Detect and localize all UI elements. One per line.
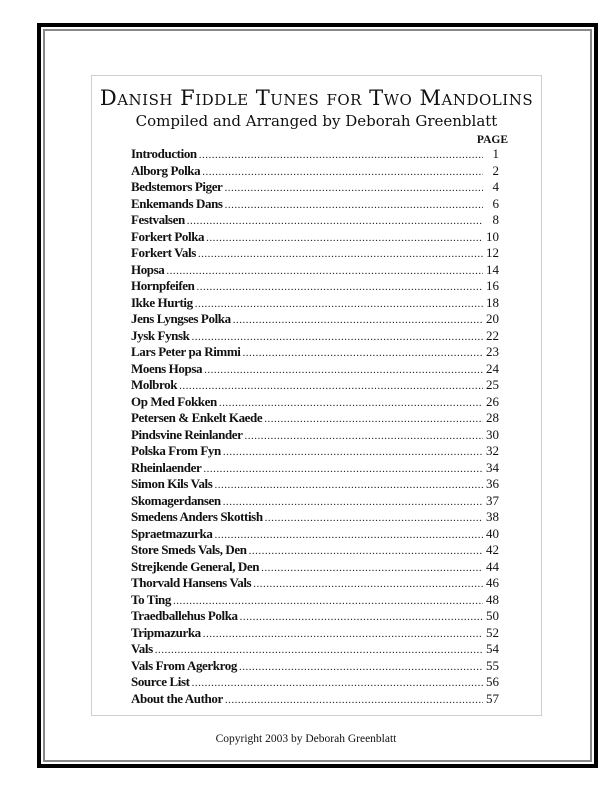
toc-entry-title: To Ting [131, 591, 171, 607]
toc-entry [131, 311, 499, 328]
toc-entry-title: Source List [131, 674, 190, 689]
dot-leader [192, 675, 483, 692]
page-column-header: PAGE [476, 134, 508, 146]
toc-entry [131, 509, 499, 526]
toc-entry-title: Moens Hopsa [131, 360, 203, 376]
toc-entry [131, 163, 499, 180]
dot-leader [233, 312, 483, 329]
toc-entry [131, 493, 499, 510]
toc-entry-page: 24 [486, 360, 499, 376]
toc-entry-title: Forkert Polka [131, 228, 205, 244]
dot-leader [264, 411, 483, 428]
toc-entry [131, 575, 499, 592]
dot-leader [202, 164, 483, 181]
dot-leader [219, 395, 483, 412]
toc-entry-page: 57 [486, 690, 499, 706]
dot-leader [223, 494, 483, 511]
toc-entry-title: Tripmazurka [131, 624, 201, 640]
toc-entry-title: Simon Kils Vals [131, 476, 213, 491]
dot-leader [261, 560, 483, 577]
toc-entry [131, 674, 499, 691]
dot-leader [166, 263, 483, 280]
toc-entry-page: 48 [486, 591, 499, 607]
toc-entry [131, 245, 499, 262]
toc-entry-page: 1 [492, 146, 499, 161]
toc-entry-title: Op Med Fokken [131, 393, 217, 409]
toc-entry-title: Alborg Polka [131, 162, 201, 178]
toc-entry-page: 25 [486, 377, 499, 392]
toc-entry-title: Jysk Fynsk [131, 327, 190, 343]
toc-entry-page: 56 [486, 674, 499, 689]
toc-entry-title: Lars Peter pa Rimmi [131, 344, 241, 359]
toc-entry-page: 28 [486, 410, 499, 425]
toc-entry-page: 8 [492, 212, 499, 227]
toc-entry [131, 146, 499, 163]
dot-leader [214, 527, 483, 544]
dot-leader [245, 428, 483, 445]
toc-entry-page: 20 [486, 311, 499, 326]
toc-entry-page: 32 [486, 443, 499, 458]
toc-entry [131, 295, 499, 312]
dot-leader [253, 576, 483, 593]
dot-leader [223, 444, 483, 461]
toc-entry [131, 559, 499, 576]
toc-entry [131, 278, 499, 295]
toc-entry-title: Introduction [131, 146, 197, 161]
toc-entry [131, 229, 499, 246]
toc-entry-title: Vals From Agerkrog [131, 657, 237, 673]
dot-leader [198, 246, 483, 263]
dot-leader [206, 230, 483, 247]
toc-entry-page: 4 [492, 179, 499, 194]
toc-entry [131, 608, 499, 625]
dot-leader [225, 692, 483, 709]
toc-entry-title: Skomagerdansen [131, 492, 221, 508]
toc-entry-title: Store Smeds Vals, Den [131, 542, 247, 557]
toc-entry-title: Bedstemors Piger [131, 179, 223, 194]
dot-leader [214, 477, 483, 494]
toc-entry [131, 658, 499, 675]
toc-entry-page: 55 [486, 657, 499, 673]
toc-entry-title: Spraetmazurka [131, 525, 213, 541]
toc-entry-title: Molbrok [131, 377, 178, 392]
toc-entry-page: 30 [486, 426, 499, 442]
toc-entry [131, 592, 499, 609]
dot-leader [155, 642, 483, 659]
toc-entry [131, 328, 499, 345]
toc-entry-title: Petersen & Enkelt Kaede [131, 410, 263, 425]
toc-entry [131, 460, 499, 477]
toc-entry-page: 23 [486, 344, 499, 359]
toc-entry [131, 641, 499, 658]
toc-entry-page: 54 [486, 641, 499, 656]
toc-entry [131, 262, 499, 279]
toc-entry-title: Strejkende General, Den [131, 558, 260, 574]
toc-entry [131, 377, 499, 394]
toc-entry-page: 36 [486, 476, 499, 491]
dot-leader [199, 147, 483, 164]
toc-entry-title: Festvalsen [131, 212, 185, 227]
dot-leader [239, 659, 483, 676]
dot-leader [203, 626, 483, 643]
toc-entry [131, 542, 499, 559]
dot-leader [249, 543, 483, 560]
toc-entry [131, 196, 499, 213]
toc-entry [131, 361, 499, 378]
toc-entry-title: Thorvald Hansens Vals [131, 575, 252, 590]
toc-entry [131, 443, 499, 460]
document-subtitle: Compiled and Arranged by Deborah Greenblatt [135, 112, 498, 130]
toc-entry-title: Hopsa [131, 261, 165, 277]
dot-leader [192, 329, 484, 346]
toc-entry-title: Enkemands Dans [131, 195, 223, 211]
toc-entry-page: 18 [486, 294, 499, 310]
toc-entry [131, 344, 499, 361]
dot-leader [240, 609, 483, 626]
dot-leader [173, 593, 483, 610]
toc-entry-title: Pindsvine Reinlander [131, 426, 243, 442]
toc-entry-title: Vals [131, 641, 153, 656]
toc-entry-page: 37 [486, 492, 499, 508]
toc-entry [131, 212, 499, 229]
toc-entry [131, 427, 499, 444]
toc-entry-page: 2 [492, 162, 499, 178]
dot-leader [243, 345, 484, 362]
toc-entry-title: Forkert Vals [131, 245, 196, 260]
toc-entry [131, 625, 499, 642]
dot-leader [203, 461, 483, 478]
toc-entry-page: 16 [486, 278, 499, 293]
toc-entry-page: 26 [486, 393, 499, 409]
document-title: Danish Fiddle Tunes for Two Mandolins [99, 86, 534, 110]
toc-entry-title: Smedens Anders Skottish [131, 509, 263, 524]
toc-entry-title: Ikke Hurtig [131, 294, 193, 310]
dot-leader [204, 362, 483, 379]
table-of-contents [131, 146, 499, 707]
toc-entry-title: Rheinlaender [131, 459, 202, 475]
dot-leader [225, 197, 483, 214]
toc-entry-title: Polska From Fyn [131, 443, 221, 458]
toc-entry-title: Traedballehus Polka [131, 608, 238, 623]
toc-entry-page: 38 [486, 509, 499, 524]
toc-entry-page: 42 [486, 542, 499, 557]
toc-entry [131, 394, 499, 411]
dot-leader [196, 279, 483, 296]
toc-entry [131, 476, 499, 493]
toc-entry-page: 44 [486, 558, 499, 574]
toc-entry-page: 10 [486, 228, 499, 244]
dot-leader [195, 296, 483, 313]
toc-entry [131, 410, 499, 427]
toc-entry-page: 12 [486, 245, 499, 260]
toc-entry-page: 14 [486, 261, 499, 277]
toc-entry-page: 52 [486, 624, 499, 640]
toc-entry-title: Hornpfeifen [131, 278, 195, 293]
contents-panel [91, 75, 542, 716]
dot-leader [187, 213, 483, 230]
toc-entry [131, 179, 499, 196]
toc-entry-page: 6 [492, 195, 499, 211]
toc-entry-page: 46 [486, 575, 499, 590]
toc-entry-page: 34 [486, 459, 499, 475]
toc-entry-page: 40 [486, 525, 499, 541]
toc-entry-title: About the Author [131, 690, 223, 706]
toc-entry-title: Jens Lyngses Polka [131, 311, 231, 326]
dot-leader [265, 510, 483, 527]
toc-entry [131, 691, 499, 708]
dot-leader [224, 180, 483, 197]
dot-leader [179, 378, 483, 395]
copyright-notice: Copyright 2003 by Deborah Greenblatt [215, 733, 397, 745]
toc-entry [131, 526, 499, 543]
toc-entry-page: 50 [486, 608, 499, 623]
toc-entry-page: 22 [486, 327, 499, 343]
